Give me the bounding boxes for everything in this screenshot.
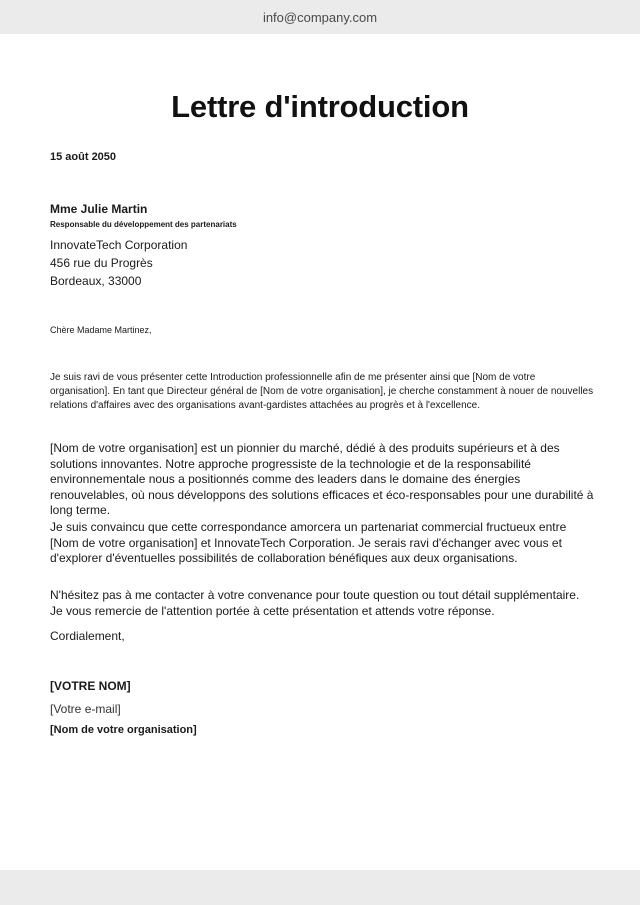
footer-bar	[0, 870, 640, 905]
header-bar	[0, 0, 640, 34]
recipient-city: Bordeaux, 33000	[50, 274, 142, 288]
signature-email: [Votre e-mail]	[50, 702, 121, 716]
header-email[interactable]: info@company.com	[262, 9, 378, 25]
recipient-street: 456 rue du Progrès	[50, 256, 153, 270]
recipient-name: Mme Julie Martin	[50, 202, 148, 216]
letter-title: Lettre d'introduction	[171, 89, 469, 124]
letter-date: 15 août 2050	[50, 151, 117, 163]
signature-name: [VOTRE NOM]	[50, 679, 131, 693]
body-paragraph-1: [Nom de votre organisation] est un pionnier du marché, dédié à des produits supérieurs et à des solutions innovantes. Notre approche progressiste de la technologie et de la responsabilité environnementale nous a positionnés comme des leaders dans le domaine des énergies renouvelables, où nous développons des solutions efficaces et éco-responsables pour une durabilité à long terme.	[50, 441, 594, 517]
body-paragraph-3: N'hésitez pas à me contacter à votre convenance pour toute question ou tout détail supplémentaire. Je vous remercie de l'attention portée à cette présentation et attends votre réponse.	[50, 588, 580, 618]
intro-paragraph: Je suis ravi de vous présenter cette Introduction professionnelle afin de me présenter ainsi que [Nom de votre organisation]. En tant que Directeur général de [Nom de votre organisation], je cherche constamment à nouer de nouvelles relations d'affaires avec des organisations avant-gardistes attachées au progrès et à l'excellence.	[50, 372, 594, 411]
recipient-role: Responsable du développement des partenariats	[50, 220, 237, 229]
signature-organization: [Nom de votre organisation]	[50, 724, 197, 736]
closing: Cordialement,	[50, 629, 125, 643]
salutation: Chère Madame Martinez,	[50, 325, 152, 335]
recipient-company: InnovateTech Corporation	[50, 238, 188, 252]
recipient-address	[50, 236, 187, 290]
body-paragraph-2: Je suis convaincu que cette correspondance amorcera un partenariat commercial fructueux entre [Nom de votre organisation] et InnovateTech Corporation. Je serais ravi d'échanger avec vous et d'explorer d'éventuelles possibilités de collaboration bénéfiques aux deux organisations.	[50, 520, 567, 565]
